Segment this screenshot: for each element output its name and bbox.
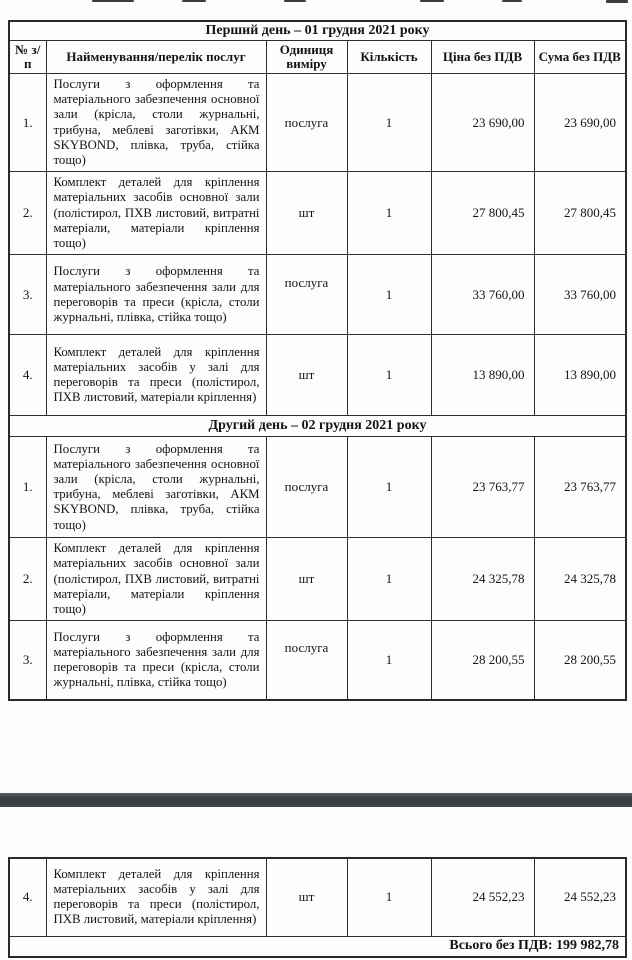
grand-total: Всього без ПДВ: 199 982,78 — [9, 936, 626, 957]
table-row — [9, 335, 626, 416]
row-number-cell: 2. — [9, 172, 46, 255]
price-cell: 23 763,77 — [431, 437, 534, 538]
row-number-cell: 4. — [9, 858, 46, 936]
table-row — [9, 172, 626, 255]
table-row — [9, 255, 626, 335]
price-cell: 27 800,45 — [431, 172, 534, 255]
unit-cell: шт — [266, 858, 347, 936]
column-header-name: Найменування/перелік послуг — [46, 41, 266, 74]
sum-cell: 24 552,23 — [534, 858, 626, 936]
sum-cell: 33 760,00 — [534, 255, 626, 335]
quantity-cell: 1 — [347, 538, 431, 621]
price-cell: 33 760,00 — [431, 255, 534, 335]
column-header-unit: Одиниця виміру — [266, 41, 347, 74]
section-title-day1: Перший день – 01 грудня 2021 року — [9, 21, 626, 41]
row-number-cell: 4. — [9, 335, 46, 416]
unit-cell: послуга — [266, 255, 347, 335]
table-row — [9, 858, 626, 936]
quantity-cell: 1 — [347, 335, 431, 416]
unit-cell: шт — [266, 335, 347, 416]
description-cell: Комплект деталей для кріплення матеріальних засобів основної зали (полістирол, ПХВ листовий, витратні матеріали, матеріали кріплення тощо) — [46, 538, 266, 621]
description-cell: Послуги з оформлення та матеріального забезпечення основної зали (крісла, столи журнальні, трибуна, меблеві заготівки, АКМ SKYBOND, плівка, труба, стійка тощо) — [46, 74, 266, 172]
price-cell: 24 552,23 — [431, 858, 534, 936]
unit-cell: шт — [266, 172, 347, 255]
price-cell: 24 325,78 — [431, 538, 534, 621]
description-cell: Комплект деталей для кріплення матеріальних засобів основної зали (полістирол, ПХВ листовий, витратні матеріали, матеріали кріплення тощо) — [46, 172, 266, 255]
column-header-row — [9, 41, 626, 74]
row-number-cell: 2. — [9, 538, 46, 621]
table-row — [9, 538, 626, 621]
unit-cell: шт — [266, 538, 347, 621]
sum-cell: 13 890,00 — [534, 335, 626, 416]
scan-artifact — [502, 0, 522, 2]
column-header-qty: Кількість — [347, 41, 431, 74]
section-header-row — [9, 416, 626, 437]
services-table-page2 — [8, 857, 627, 958]
table-row — [9, 437, 626, 538]
services-table-page1 — [8, 20, 627, 701]
column-header-num: № з/п — [9, 41, 46, 74]
table-row — [9, 621, 626, 700]
row-number-cell: 3. — [9, 621, 46, 700]
section-header-row — [9, 21, 626, 41]
description-cell: Комплект деталей для кріплення матеріальних засобів у залі для переговорів та преси (полістирол, ПХВ листовий, матеріали кріплення) — [46, 858, 266, 936]
sum-cell: 23 690,00 — [534, 74, 626, 172]
scan-artifact — [420, 0, 444, 2]
row-number-cell: 3. — [9, 255, 46, 335]
page-break-bar — [0, 793, 632, 807]
unit-cell: послуга — [266, 74, 347, 172]
table-row — [9, 74, 626, 172]
sum-cell: 24 325,78 — [534, 538, 626, 621]
unit-cell: послуга — [266, 621, 347, 700]
quantity-cell: 1 — [347, 437, 431, 538]
quantity-cell: 1 — [347, 621, 431, 700]
price-cell: 28 200,55 — [431, 621, 534, 700]
quantity-cell: 1 — [347, 255, 431, 335]
column-header-price: Ціна без ПДВ — [431, 41, 534, 74]
unit-cell: послуга — [266, 437, 347, 538]
total-row — [9, 936, 626, 957]
scan-artifact — [92, 0, 134, 2]
column-header-sum: Сума без ПДВ — [534, 41, 626, 74]
description-cell: Послуги з оформлення та матеріального забезпечення зали для переговорів та преси (крісла, столи журнальні, плівка, стійка тощо) — [46, 255, 266, 335]
price-cell: 13 890,00 — [431, 335, 534, 416]
quantity-cell: 1 — [347, 74, 431, 172]
description-cell: Послуги з оформлення та матеріального забезпечення основної зали (крісла, столи журнальні, трибуна, меблеві заготівки, АКМ SKYBOND, плівка, труба, стійка тощо) — [46, 437, 266, 538]
quantity-cell: 1 — [347, 858, 431, 936]
section-title-day2: Другий день – 02 грудня 2021 року — [9, 416, 626, 437]
scan-artifact — [606, 0, 628, 3]
scan-artifact — [284, 0, 306, 2]
scan-artifact — [182, 0, 206, 2]
quantity-cell: 1 — [347, 172, 431, 255]
row-number-cell: 1. — [9, 437, 46, 538]
sum-cell: 27 800,45 — [534, 172, 626, 255]
description-cell: Комплект деталей для кріплення матеріальних засобів у залі для переговорів та преси (полістирол, ПХВ листовий, матеріали кріплення) — [46, 335, 266, 416]
row-number-cell: 1. — [9, 74, 46, 172]
sum-cell: 23 763,77 — [534, 437, 626, 538]
price-cell: 23 690,00 — [431, 74, 534, 172]
description-cell: Послуги з оформлення та матеріального забезпечення зали для переговорів та преси (крісла, столи журнальні, плівка, стійка тощо) — [46, 621, 266, 700]
sum-cell: 28 200,55 — [534, 621, 626, 700]
